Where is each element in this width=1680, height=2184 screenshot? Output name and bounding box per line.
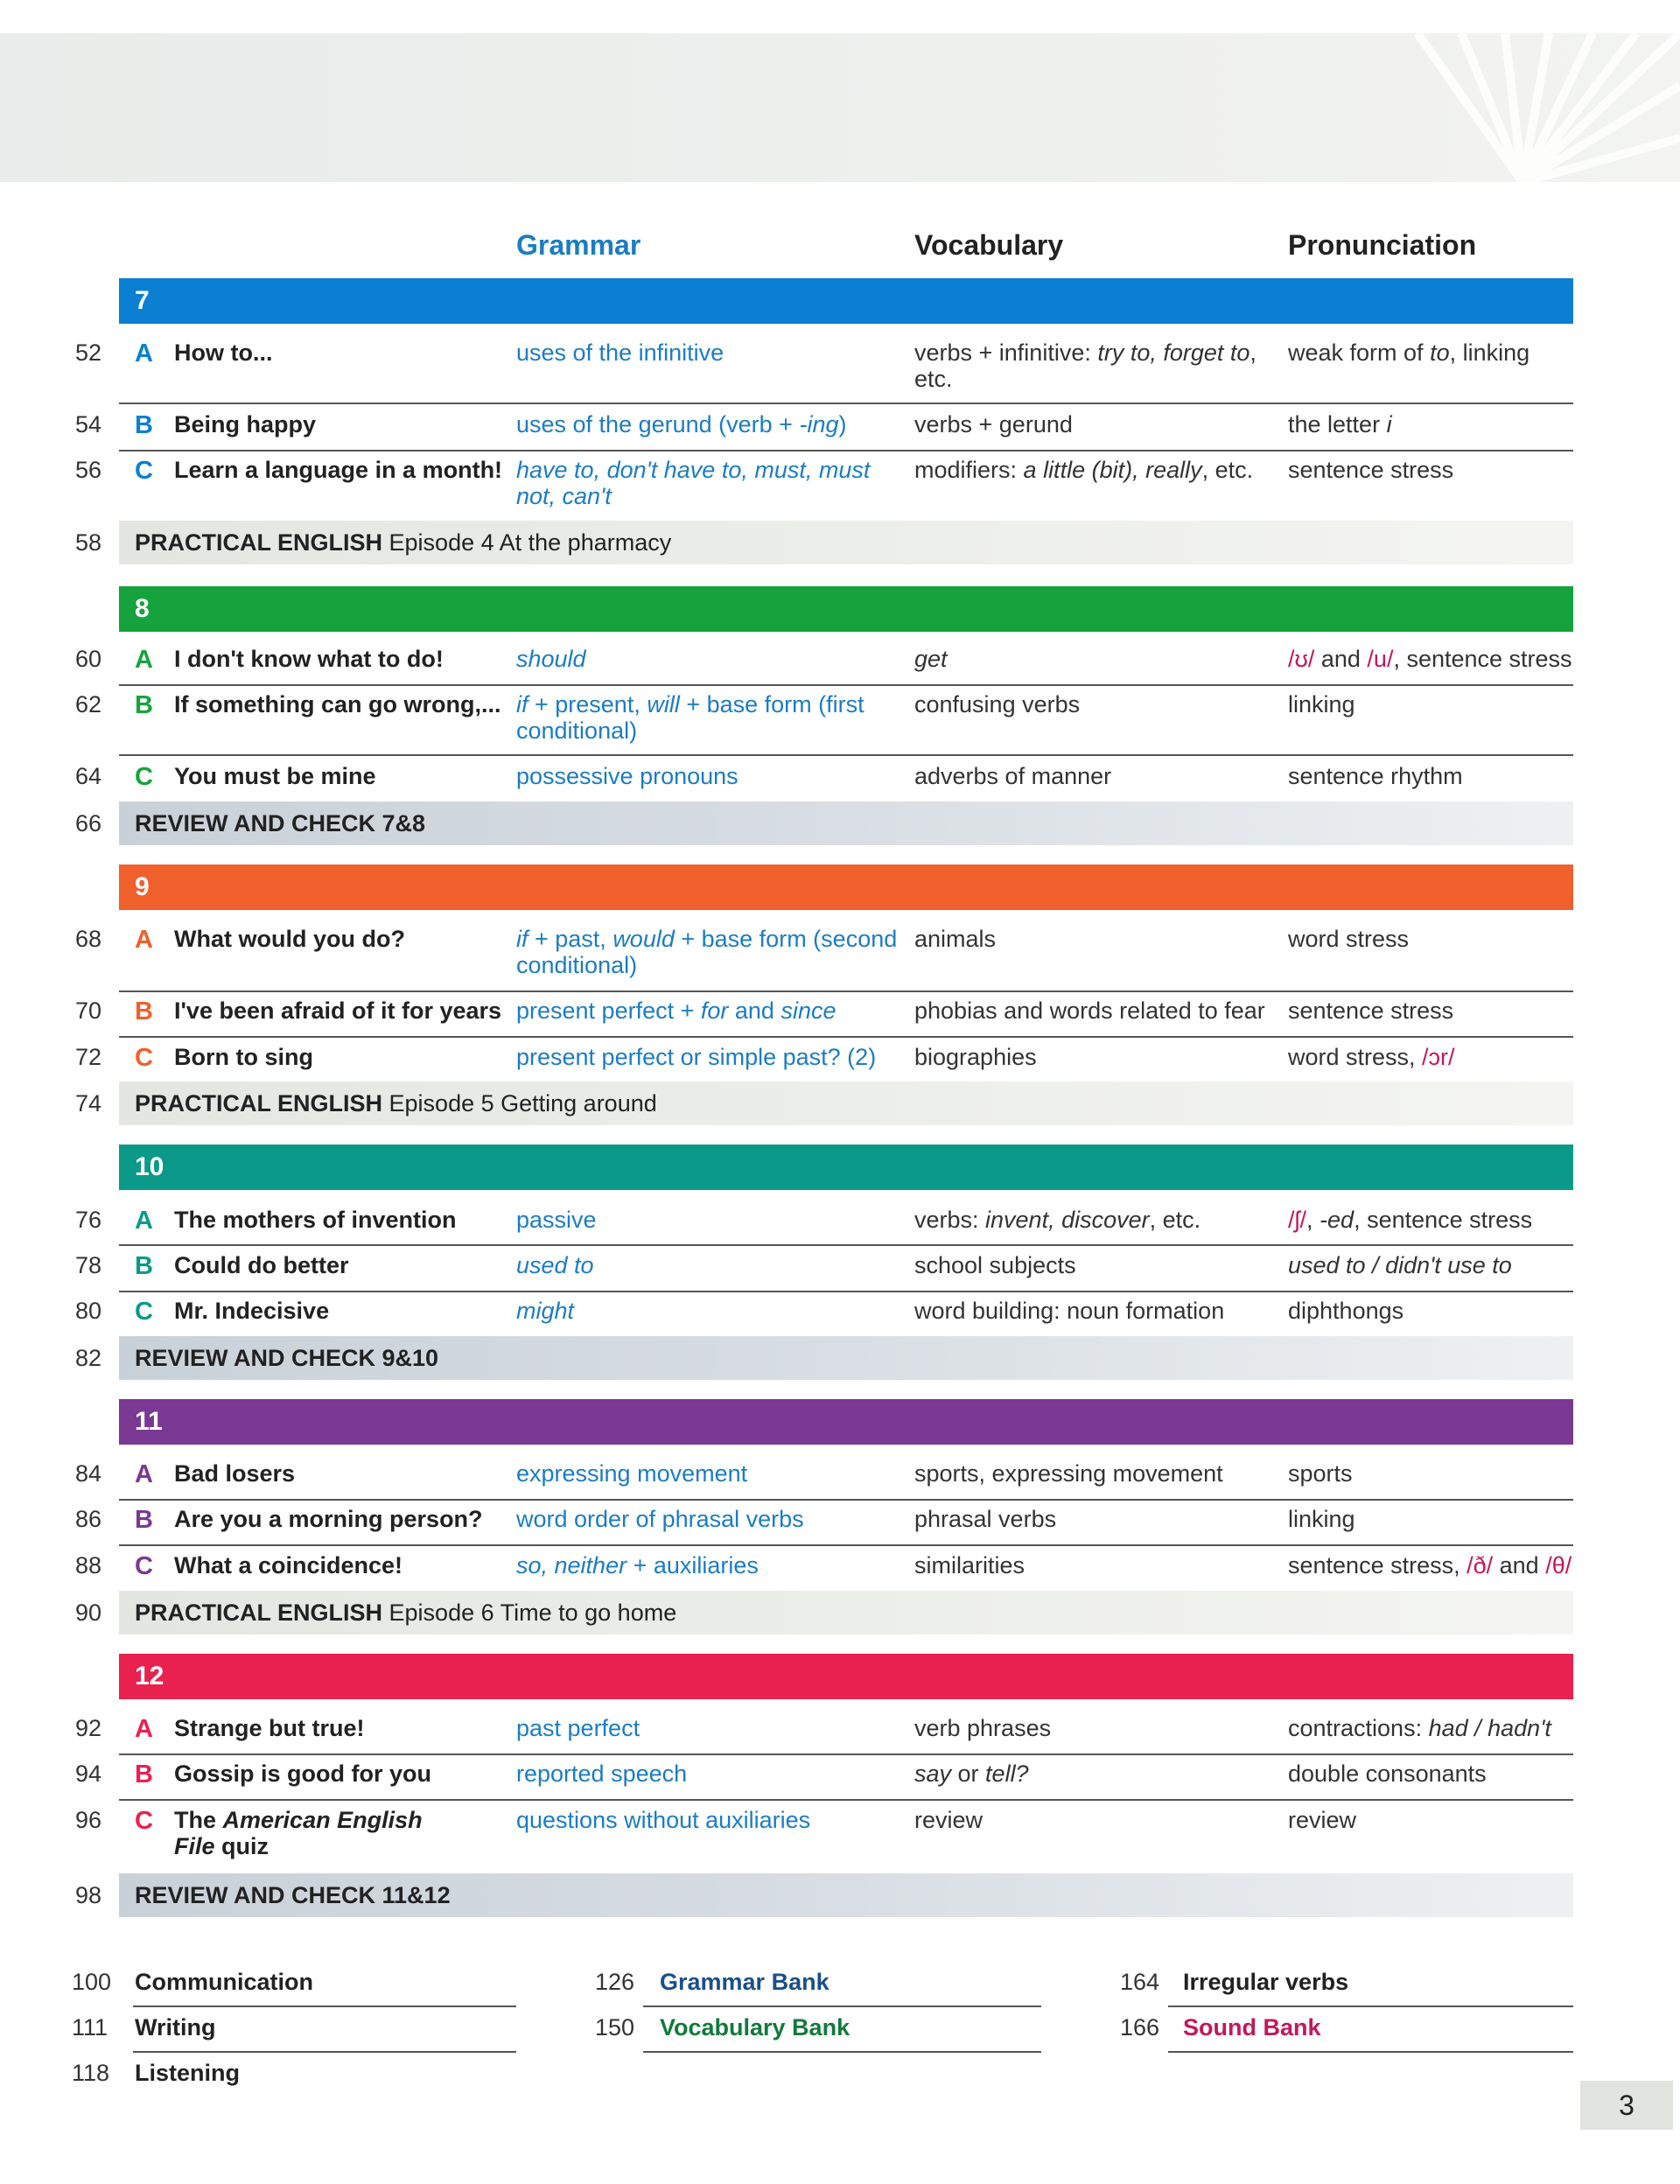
page-number: 80 — [75, 1298, 102, 1324]
lesson-pronunciation: sports — [1288, 1460, 1353, 1487]
unit-number: 10 — [135, 1152, 164, 1181]
lesson-letter: C — [135, 1044, 153, 1072]
lesson-pronunciation: sentence rhythm — [1288, 763, 1463, 789]
sunburst-decoration — [1225, 33, 1680, 182]
lesson-grammar: used to — [516, 1252, 594, 1278]
top-banner — [0, 33, 1680, 182]
extra-text: Episode 6 Time to go home — [388, 1600, 677, 1626]
unit-7-bar — [119, 278, 1573, 324]
extra-label: REVIEW AND CHECK 11&12 — [135, 1882, 451, 1908]
lesson-vocabulary: confusing verbs — [914, 691, 1081, 718]
row-divider — [119, 1754, 1573, 1755]
extra-label: PRACTICAL ENGLISH — [135, 529, 383, 556]
row-divider — [643, 2006, 1041, 2007]
lesson-vocabulary: animals — [914, 926, 997, 952]
lesson-letter: A — [135, 1715, 153, 1743]
row-divider — [133, 2051, 516, 2053]
lesson-letter: A — [135, 1207, 153, 1235]
practical-english-bar — [75, 1082, 1573, 1125]
header-pronunciation: Pronunciation — [1288, 229, 1477, 261]
lesson-grammar: if + present, will + base form (first conditional) — [516, 691, 864, 744]
lesson-vocabulary: verbs: invent, discover, etc. — [914, 1207, 1201, 1233]
lesson-pronunciation: /ʊ/ and /u/, sentence stress — [1288, 646, 1572, 672]
lesson-letter: C — [135, 1552, 153, 1580]
unit-number: 7 — [135, 286, 150, 315]
lesson-pronunciation: the letter i — [1288, 411, 1392, 438]
lesson-grammar: past perfect — [516, 1715, 640, 1741]
lesson-title: Bad losers — [174, 1460, 296, 1487]
lesson-title: The mothers of invention — [174, 1207, 457, 1233]
lesson-letter: B — [135, 691, 153, 719]
practical-english-bar — [75, 1591, 1573, 1634]
lesson-letter: B — [135, 1506, 153, 1534]
lesson-pronunciation: diphthongs — [1288, 1298, 1404, 1324]
lesson-pronunciation: review — [1288, 1807, 1357, 1833]
page-number: 56 — [75, 457, 102, 483]
extra-text: Episode 4 At the pharmacy — [388, 529, 672, 556]
lesson-letter: C — [135, 457, 153, 485]
section-label: Irregular verbs — [1183, 1969, 1349, 1995]
page-number: 100 — [72, 1969, 112, 1995]
lesson-pronunciation: sentence stress — [1288, 457, 1454, 483]
lesson-grammar: so, neither + auxiliaries — [516, 1552, 759, 1578]
page-number: 118 — [72, 2060, 110, 2086]
lesson-letter: B — [135, 411, 153, 439]
extra-label: PRACTICAL ENGLISH — [135, 1090, 383, 1116]
lesson-title: I've been afraid of it for years — [174, 998, 502, 1024]
lesson-grammar: reported speech — [516, 1760, 688, 1787]
lesson-vocabulary: get — [914, 646, 948, 672]
lesson-vocabulary: adverbs of manner — [914, 763, 1112, 789]
page-number: 92 — [75, 1715, 102, 1741]
review-check-bar — [75, 1336, 1573, 1380]
lesson-vocabulary: verbs + infinitive: try to, forget to, etc. — [914, 340, 1256, 392]
lesson-letter: B — [135, 1252, 153, 1280]
row-divider — [119, 402, 1573, 404]
lesson-vocabulary: verb phrases — [914, 1715, 1052, 1741]
page-number: 66 — [75, 810, 102, 836]
lesson-grammar: passive — [516, 1207, 597, 1233]
lesson-pronunciation: linking — [1288, 691, 1355, 718]
row-divider — [119, 1244, 1573, 1246]
page-number: 64 — [75, 763, 102, 789]
unit-number: 9 — [135, 872, 150, 901]
row-divider — [119, 684, 1573, 686]
page-number: 70 — [75, 998, 102, 1024]
lesson-title: What a coincidence! — [174, 1552, 403, 1578]
lesson-grammar: present perfect or simple past? (2) — [516, 1044, 877, 1070]
page-number: 98 — [75, 1882, 102, 1908]
lesson-vocabulary: say or tell? — [914, 1760, 1029, 1787]
section-label: Sound Bank — [1183, 2014, 1321, 2040]
page-number: 52 — [75, 340, 102, 366]
row-divider — [119, 1799, 1573, 1801]
lesson-pronunciation: word stress — [1288, 926, 1410, 952]
page-number: 96 — [75, 1807, 102, 1833]
row-divider — [1168, 2051, 1573, 2053]
lesson-grammar: present perfect + for and since — [516, 998, 836, 1024]
lesson-pronunciation: contractions: had / hadn't — [1288, 1715, 1551, 1741]
page-number: 94 — [75, 1760, 102, 1787]
row-divider — [119, 990, 1573, 992]
lesson-title: Could do better — [174, 1252, 349, 1278]
header-vocabulary: Vocabulary — [914, 229, 1064, 261]
lesson-pronunciation: used to / didn't use to — [1288, 1252, 1512, 1278]
extra-text: Episode 5 Getting around — [388, 1090, 657, 1116]
section-label: Grammar Bank — [660, 1969, 830, 1995]
lesson-letter: C — [135, 1807, 153, 1835]
lesson-title: Learn a language in a month! — [174, 457, 503, 483]
row-divider — [119, 1291, 1573, 1292]
unit-12-bar — [119, 1654, 1573, 1699]
lesson-title: Are you a morning person? — [174, 1506, 483, 1532]
page-number: 78 — [75, 1252, 102, 1278]
page-number: 62 — [75, 691, 102, 718]
page-number: 84 — [75, 1460, 102, 1487]
page-number: 58 — [75, 529, 102, 556]
lesson-vocabulary: biographies — [914, 1044, 1037, 1070]
unit-10-bar — [119, 1144, 1573, 1190]
page-number-badge: 3 — [1580, 2081, 1673, 2130]
page-number: 74 — [75, 1090, 102, 1116]
lesson-title: How to... — [174, 340, 273, 366]
page-number: 164 — [1120, 1969, 1160, 1995]
page-number: 82 — [75, 1345, 102, 1371]
lesson-title: I don't know what to do! — [174, 646, 444, 672]
lesson-letter: A — [135, 926, 153, 954]
lesson-pronunciation: linking — [1288, 1506, 1355, 1532]
lesson-letter: B — [135, 998, 153, 1026]
row-divider — [1168, 2006, 1573, 2007]
lesson-title: Born to sing — [174, 1044, 313, 1070]
row-divider — [643, 2051, 1041, 2053]
lesson-vocabulary: phobias and words related to fear — [914, 998, 1265, 1024]
lesson-letter: B — [135, 1760, 153, 1788]
lesson-grammar: word order of phrasal verbs — [516, 1506, 804, 1532]
lesson-title: The American English File quiz — [174, 1807, 423, 1859]
unit-9-bar — [119, 864, 1573, 910]
lesson-title: Being happy — [174, 411, 317, 438]
lesson-pronunciation: double consonants — [1288, 1760, 1487, 1787]
lesson-letter: A — [135, 340, 153, 368]
lesson-title: Mr. Indecisive — [174, 1298, 330, 1324]
lesson-grammar: if + past, would + base form (second conditional) — [516, 926, 898, 978]
lesson-grammar: should — [516, 646, 586, 672]
lesson-vocabulary: similarities — [914, 1552, 1026, 1578]
lesson-pronunciation: /ʃ/, -ed, sentence stress — [1288, 1207, 1533, 1233]
lesson-grammar: uses of the gerund (verb + -ing) — [516, 411, 847, 438]
row-divider — [119, 450, 1573, 452]
page-number: 88 — [75, 1552, 102, 1578]
page-number: 60 — [75, 646, 102, 672]
lesson-vocabulary: word building: noun formation — [914, 1298, 1225, 1324]
extra-label: REVIEW AND CHECK 9&10 — [135, 1345, 439, 1371]
page-number: 90 — [75, 1600, 102, 1626]
lesson-letter: A — [135, 1460, 153, 1488]
unit-number: 8 — [135, 594, 150, 623]
page-number: 72 — [75, 1044, 102, 1070]
header-grammar: Grammar — [516, 229, 641, 261]
lesson-letter: C — [135, 763, 153, 791]
page-number: 68 — [75, 926, 102, 952]
lesson-letter: A — [135, 646, 153, 674]
lesson-vocabulary: sports, expressing movement — [914, 1460, 1223, 1487]
unit-number: 12 — [135, 1662, 164, 1690]
lesson-title: Strange but true! — [174, 1715, 365, 1741]
lesson-title: If something can go wrong,... — [174, 691, 501, 718]
row-divider — [119, 1544, 1573, 1546]
row-divider — [119, 754, 1573, 756]
page-number: 76 — [75, 1207, 102, 1233]
lesson-vocabulary: modifiers: a little (bit), really, etc. — [914, 457, 1254, 483]
section-label: Writing — [135, 2014, 216, 2040]
page-number: 126 — [595, 1969, 635, 1995]
section-label: Communication — [135, 1969, 314, 1995]
row-divider — [119, 1499, 1573, 1501]
lesson-title: Gossip is good for you — [174, 1760, 432, 1787]
extra-label: PRACTICAL ENGLISH — [135, 1600, 383, 1626]
lesson-vocabulary: school subjects — [914, 1252, 1076, 1278]
row-divider — [119, 1036, 1573, 1038]
lesson-grammar: possessive pronouns — [516, 763, 738, 789]
lesson-pronunciation: sentence stress — [1288, 998, 1454, 1024]
lesson-grammar: uses of the infinitive — [516, 340, 724, 366]
unit-11-bar — [119, 1399, 1573, 1445]
extra-label: REVIEW AND CHECK 7&8 — [135, 810, 426, 836]
lesson-pronunciation: word stress, /ɔr/ — [1288, 1044, 1455, 1070]
review-check-bar — [75, 802, 1573, 845]
lesson-title: You must be mine — [174, 763, 376, 789]
page-number: 86 — [75, 1506, 102, 1532]
page-number: 111 — [72, 2014, 108, 2040]
lesson-vocabulary: phrasal verbs — [914, 1506, 1057, 1532]
page-number: 150 — [595, 2014, 635, 2040]
lesson-letter: C — [135, 1298, 153, 1326]
lesson-vocabulary: verbs + gerund — [914, 411, 1073, 438]
lesson-grammar: expressing movement — [516, 1460, 748, 1487]
lesson-grammar: might — [516, 1298, 575, 1324]
lesson-pronunciation: weak form of to, linking — [1288, 340, 1530, 366]
section-label: Vocabulary Bank — [660, 2014, 850, 2040]
lesson-grammar: have to, don't have to, must, must not, can't — [516, 457, 871, 509]
practical-english-bar — [75, 521, 1573, 564]
page-number: 166 — [1120, 2014, 1160, 2040]
unit-number: 11 — [135, 1407, 163, 1436]
unit-8-bar — [119, 586, 1573, 632]
lesson-title: What would you do? — [174, 926, 405, 952]
page-number: 54 — [75, 411, 102, 438]
review-check-bar — [75, 1873, 1573, 1917]
lesson-pronunciation: sentence stress, /ð/ and /θ/ — [1288, 1552, 1572, 1578]
lesson-vocabulary: review — [914, 1807, 984, 1833]
row-divider — [133, 2006, 516, 2007]
lesson-grammar: questions without auxiliaries — [516, 1807, 811, 1833]
section-label: Listening — [135, 2060, 240, 2086]
